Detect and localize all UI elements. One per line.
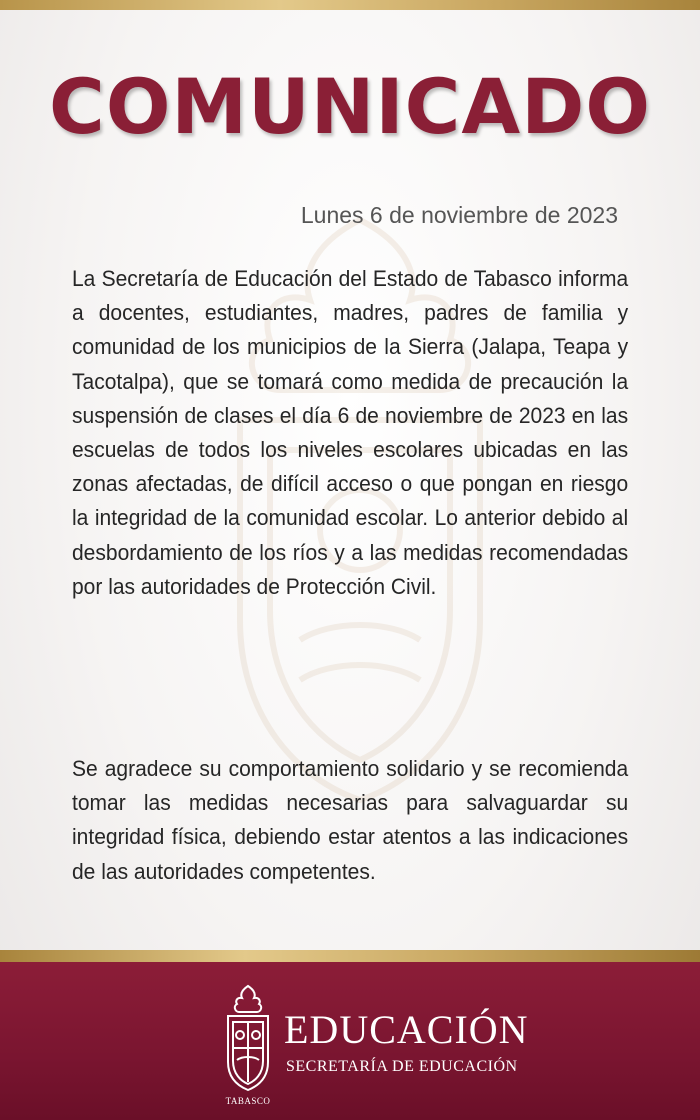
page-title: COMUNICADO xyxy=(49,62,651,151)
footer-gold-band xyxy=(0,950,700,962)
top-gold-line xyxy=(0,0,700,10)
body-paragraph-2: Se agradece su comportamiento solidario y se recomienda tomar las medidas necesarias para salvaguardar su integridad física, debiendo estar atentos a las indicaciones de las autoridades competentes. xyxy=(72,756,629,884)
body-paragraph-1: La Secretaría de Educación del Estado de Tabasco informa a docentes, estudiantes, madres, padres de familia y comunidad de los municipios de la Sierra (Jalapa, Teapa y Tacotalpa), que se tomará como medida de precaución la suspensión de clases el día 6 de noviembre de 2023 en las escuelas de todos los niveles escolares ubicadas en las zonas afectadas, de difícil acceso o que pongan en riesgo la integridad de la comunidad escolar. Lo anterior debido al desbordamiento de los ríos y a las medidas recomendadas por las autoridades de Protección Civil. xyxy=(72,266,629,599)
state-label: TABASCO xyxy=(225,1096,271,1106)
tabasco-shield-icon xyxy=(222,982,274,1094)
brand-subtitle: SECRETARÍA DE EDUCACIÓN xyxy=(286,1058,518,1075)
announcement-date: Lunes 6 de noviembre de 2023 xyxy=(300,202,618,228)
brand-name: EDUCACIÓN xyxy=(284,1007,529,1052)
